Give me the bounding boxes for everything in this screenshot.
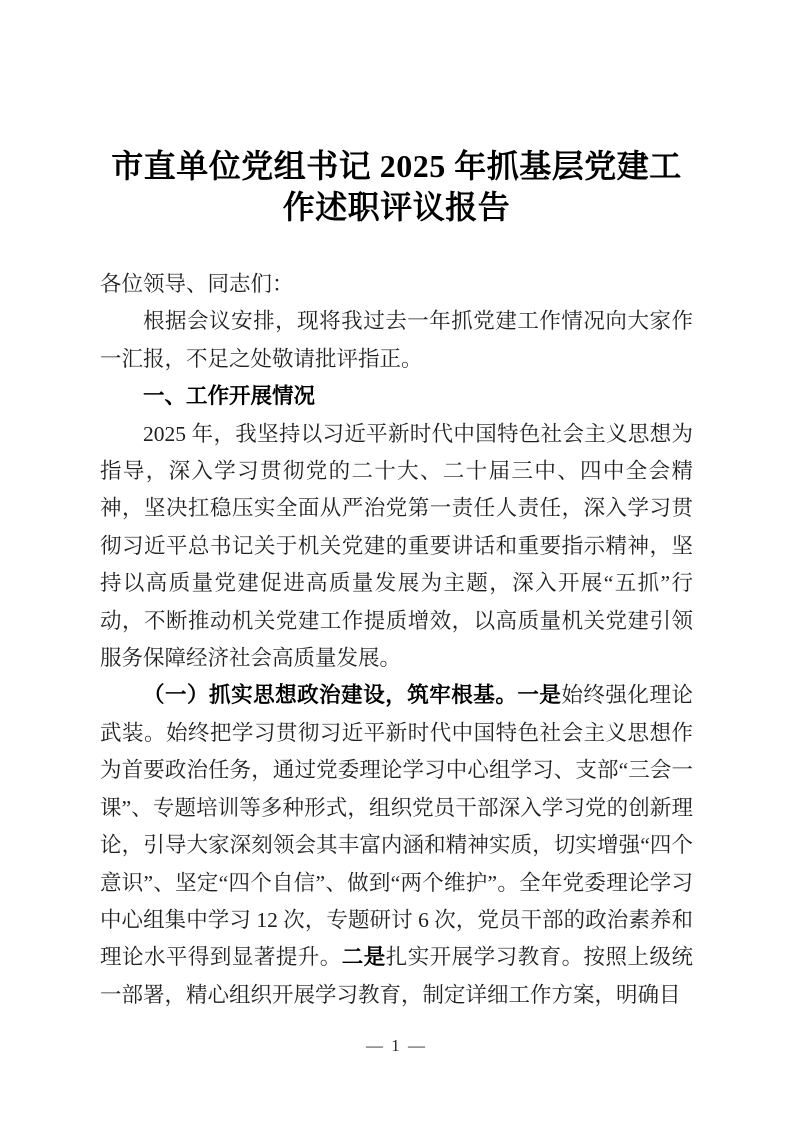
document-title: 市直单位党组书记 2025 年抓基层党建工作述职评议报告	[111, 148, 682, 225]
text-run: （一）抓实思想政治建设，筑牢根基。一是	[143, 683, 562, 708]
document-body	[100, 266, 693, 1014]
paragraph-overview	[100, 416, 693, 678]
text-run: 根据会议安排，现将我过去一年抓党建工作情况向大家作一汇报，不足之处敬请批评指正。	[100, 309, 693, 371]
text-run: 扎实开展学习教育。按照上级统一部署，精心组织开展学习教育，制定详细工作方案，明确目	[100, 945, 693, 1007]
text-run: 始终强化理论武装。始终把学习贯彻习近平新时代中国特色社会主义思想作为首要政治任务，通过党委理论学习中心组学习、支部“三会一课”、专题培训等多种形式，组织党员干部深入学习党的创新理论，引导大家深刻领会其丰富内涵和精神实质，切实增强“四个意识”、坚定“四个自信”、做到“两个维护”。全年党委理论学习中心组集中学习 12 次，专题研讨 6 次，党员干部的政治素养和理论水平得到显著提升。	[100, 683, 693, 970]
text-run: 一、工作开展情况	[143, 384, 316, 409]
section-heading	[100, 378, 693, 415]
text-run: 2025 年，我坚持以习近平新时代中国特色社会主义思想为指导，深入学习贯彻党的二十大、二十届三中、四中全会精神，坚决扛稳压实全面从严治党第一责任人责任，深入学习贯彻习近平总书记关于机关党建的重要讲话和重要指示精神，坚持以高质量党建促进高质量发展为主题，深入开展“五抓”行动，不断推动机关党建工作提质增效，以高质量机关党建引领服务保障经济社会高质量发展。	[100, 421, 693, 671]
text-run: 二是	[341, 945, 386, 970]
paragraph-point-one	[100, 677, 693, 1014]
page-number: — 1 —	[366, 1036, 427, 1055]
salutation: 各位领导、同志们：	[100, 272, 294, 296]
paragraph-intro	[100, 303, 693, 378]
